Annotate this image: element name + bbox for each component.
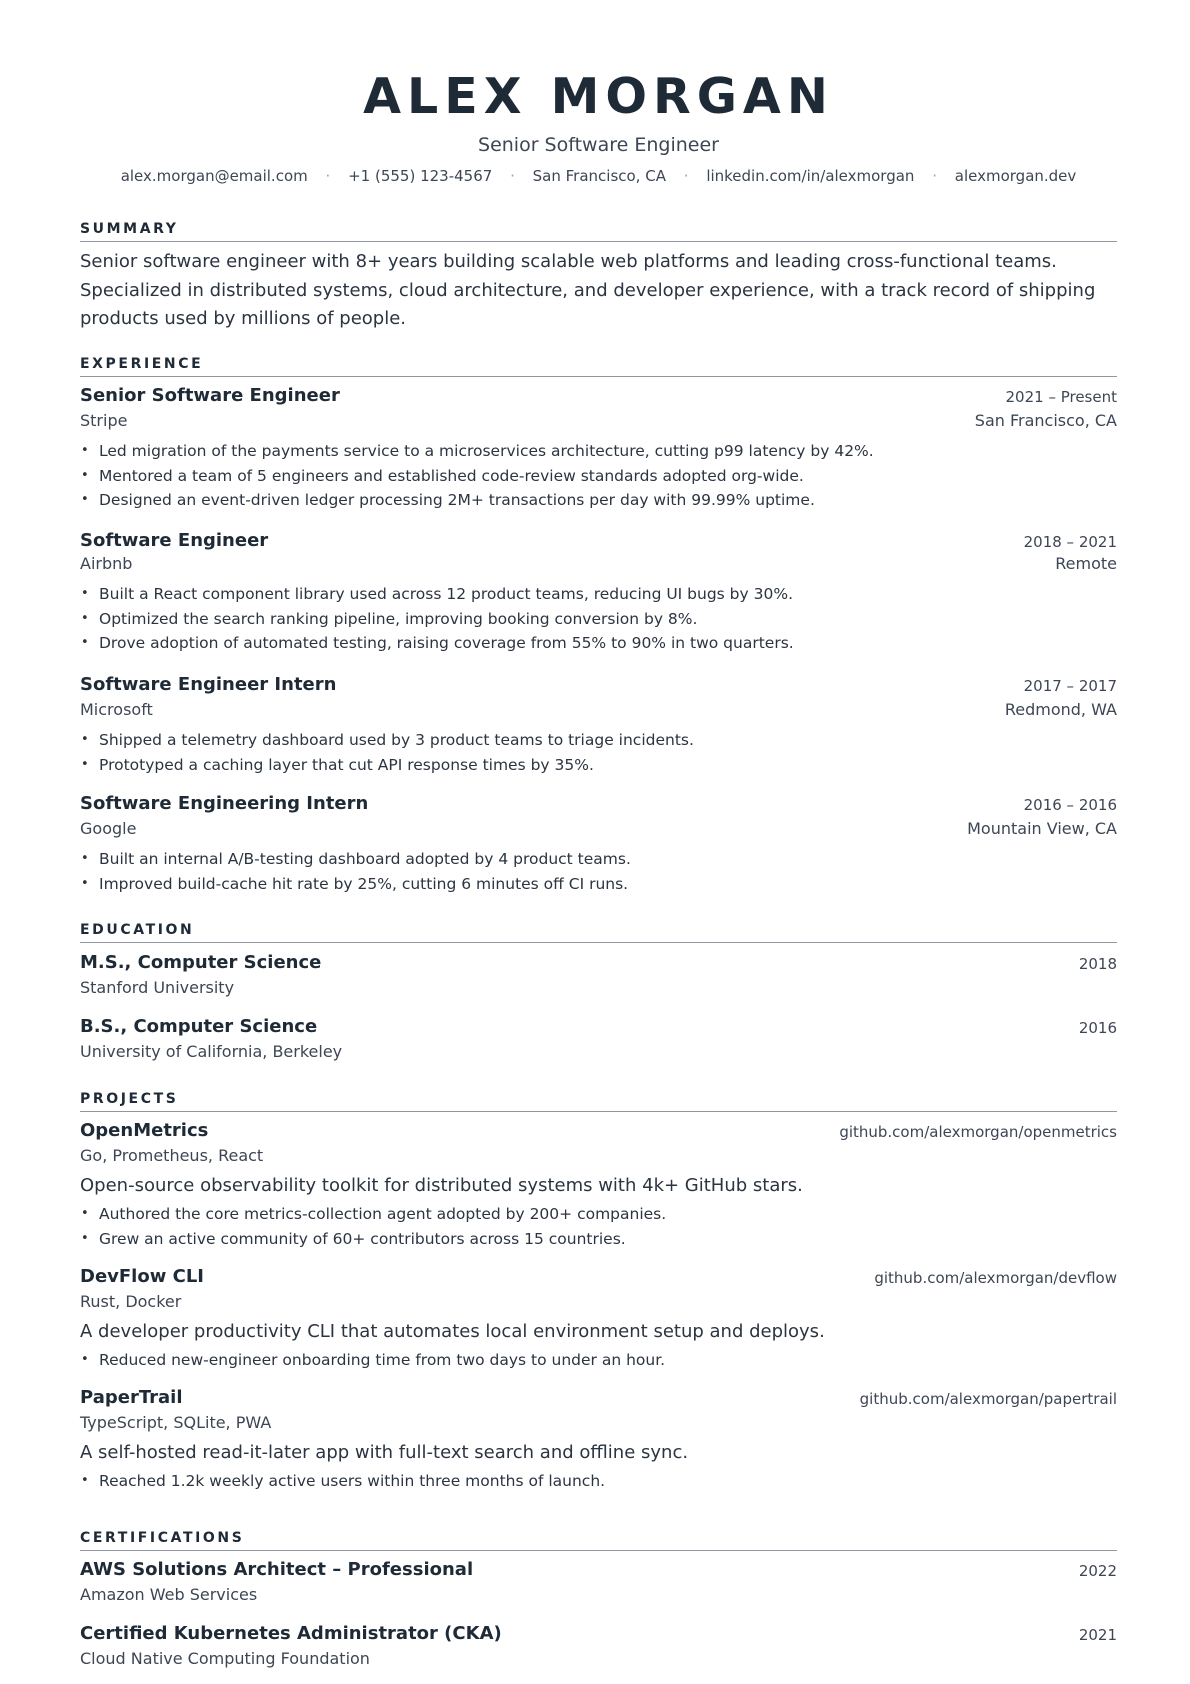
degree-title: M.S., Computer Science [80,952,322,973]
bullet-item: • Built an internal A/B-testing dashboard adopted by 4 product teams. [80,847,1117,872]
bullet-item: • Drove adoption of automated testing, raising coverage from 55% to 90% in two quarters. [80,631,1117,656]
bullet-item: • Grew an active community of 60+ contributors across 15 countries. [80,1227,1117,1252]
project-entry [80,1120,1117,1251]
project-stack: TypeScript, SQLite, PWA [80,1413,272,1432]
experience-entry [80,793,1117,896]
education-entry [80,952,1117,1004]
summary-text: Senior software engineer with 8+ years building scalable web platforms and leading cross-functional teams. Specialized in distributed systems, cloud architecture, and developer experience, with a track record of shipping products used by millions of people. [80,251,1096,329]
project-link[interactable]: github.com/alexmorgan/openmetrics [839,1123,1117,1141]
contact-website[interactable]: alexmorgan.dev [954,167,1077,185]
section-title-certifications: CERTIFICATIONS [80,1530,1117,1551]
job-dates: 2016 – 2016 [1023,796,1117,814]
degree-year: 2018 [1078,955,1117,973]
project-stack: Rust, Docker [80,1292,182,1311]
job-bullets [80,582,1117,656]
candidate-role: Senior Software Engineer [478,134,719,156]
candidate-name: ALEX MORGAN [363,68,834,125]
section-title-experience: EXPERIENCE [80,356,1117,377]
certification-issuer: Cloud Native Computing Foundation [80,1649,370,1668]
resume-page [80,0,1117,1684]
contact-email[interactable]: alex.morgan@email.com [120,167,308,185]
certification-name: Certified Kubernetes Administrator (CKA) [80,1623,502,1644]
degree-year: 2016 [1078,1019,1117,1037]
certification-year: 2021 [1078,1626,1117,1644]
job-title: Software Engineer Intern [80,674,337,695]
project-entry [80,1266,1117,1373]
project-description: A self-hosted read-it-later app with full-text search and offline sync. [80,1442,689,1463]
contact-separator: · [683,167,689,185]
degree-title: B.S., Computer Science [80,1016,318,1037]
bullet-item: • Mentored a team of 5 engineers and established code-review standards adopted org-wide. [80,464,1117,489]
contact-separator: · [325,167,331,185]
job-location: Redmond, WA [1004,700,1117,719]
job-title: Software Engineer [80,530,269,551]
project-description: A developer productivity CLI that automates local environment setup and deploys. [80,1321,825,1342]
job-title: Software Engineering Intern [80,793,369,814]
section-title-education: EDUCATION [80,922,1117,943]
project-link[interactable]: github.com/alexmorgan/devflow [874,1269,1117,1287]
bullet-item: • Improved build-cache hit rate by 25%, cutting 6 minutes off CI runs. [80,872,1117,897]
experience-entry [80,530,1117,656]
project-stack: Go, Prometheus, React [80,1146,264,1165]
bullet-item: • Reached 1.2k weekly active users within three months of launch. [80,1469,1117,1494]
job-bullets [80,728,1117,777]
contact-linkedin[interactable]: linkedin.com/in/alexmorgan [706,167,915,185]
certification-issuer: Amazon Web Services [80,1585,258,1604]
job-bullets [80,847,1117,896]
job-company: Airbnb [80,554,133,573]
job-bullets [80,439,1117,513]
education-entry [80,1016,1117,1068]
contact-location: San Francisco, CA [532,167,666,185]
contact-separator: · [510,167,515,185]
bullet-item: • Designed an event-driven ledger processing 2M+ transactions per day with 99.99% uptime. [80,488,1117,513]
project-link[interactable]: github.com/alexmorgan/papertrail [859,1390,1117,1408]
job-company: Stripe [80,411,128,430]
project-bullets [80,1348,1117,1373]
section-title-projects: PROJECTS [80,1091,1117,1112]
project-entry [80,1387,1117,1494]
bullet-item: • Optimized the search ranking pipeline, improving booking conversion by 8%. [80,607,1117,632]
bullet-item: • Authored the core metrics-collection agent adopted by 200+ companies. [80,1202,1117,1227]
experience-entry [80,674,1117,777]
project-bullets [80,1469,1117,1494]
project-name: DevFlow CLI [80,1266,204,1287]
bullet-item: • Led migration of the payments service to a microservices architecture, cutting p99 latency by 42%. [80,439,1117,464]
certification-entry [80,1623,1117,1675]
job-company: Microsoft [80,700,153,719]
contact-line [80,167,1117,185]
job-company: Google [80,819,137,838]
job-location: Mountain View, CA [967,819,1117,838]
project-bullets [80,1202,1117,1251]
project-name: PaperTrail [80,1387,183,1408]
contact-separator: · [932,167,937,185]
job-dates: 2017 – 2017 [1023,677,1117,695]
school-name: Stanford University [80,978,235,997]
project-name: OpenMetrics [80,1120,209,1141]
job-location: Remote [1055,554,1117,573]
project-description: Open-source observability toolkit for distributed systems with 4k+ GitHub stars. [80,1175,803,1196]
job-location: San Francisco, CA [974,411,1117,430]
bullet-item: • Reduced new-engineer onboarding time from two days to under an hour. [80,1348,1117,1373]
certification-name: AWS Solutions Architect – Professional [80,1559,474,1580]
job-title: Senior Software Engineer [80,385,340,406]
certification-year: 2022 [1078,1562,1117,1580]
school-name: University of California, Berkeley [80,1042,343,1061]
job-dates: 2021 – Present [1005,388,1117,406]
certification-entry [80,1559,1117,1611]
contact-phone[interactable]: +1 (555) 123-4567 [348,167,493,185]
experience-entry [80,385,1117,513]
bullet-item: • Prototyped a caching layer that cut API response times by 35%. [80,753,1117,778]
bullet-item: • Built a React component library used across 12 product teams, reducing UI bugs by 30%. [80,582,1117,607]
job-dates: 2018 – 2021 [1023,533,1117,551]
bullet-item: • Shipped a telemetry dashboard used by 3 product teams to triage incidents. [80,728,1117,753]
section-title-summary: SUMMARY [80,221,1117,242]
